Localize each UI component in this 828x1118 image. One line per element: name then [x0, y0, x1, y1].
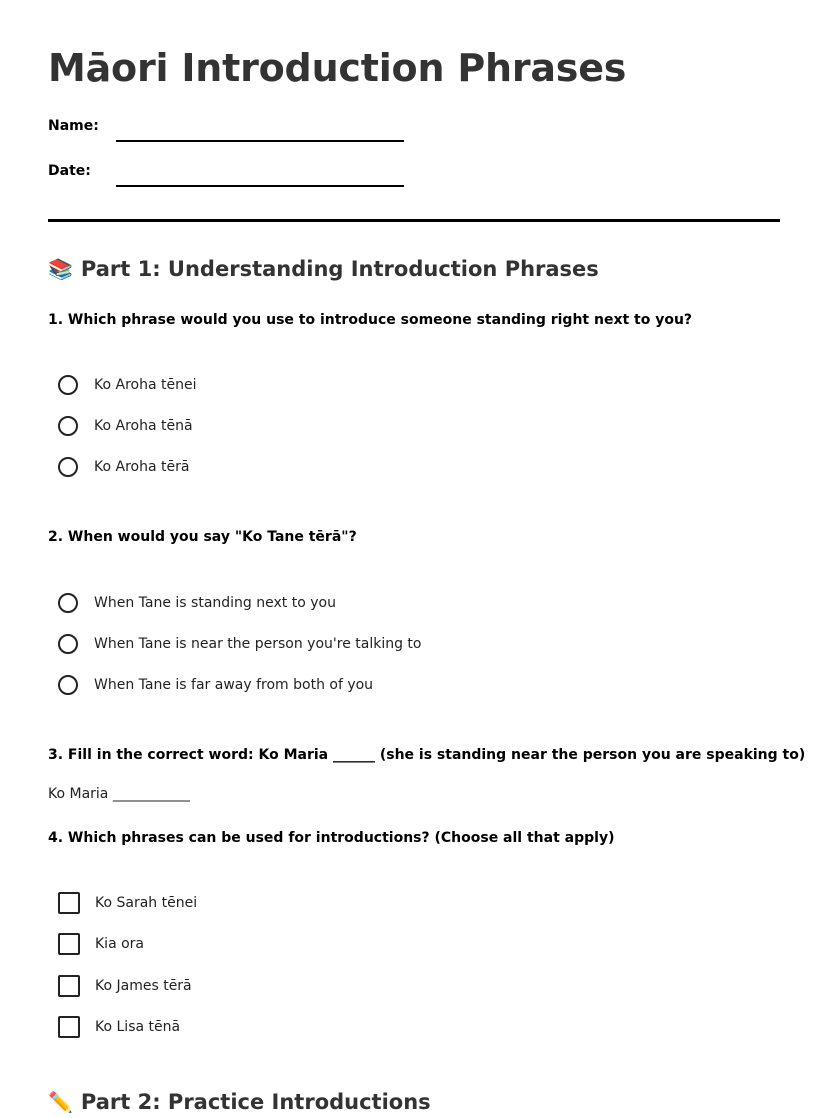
q4-option-1[interactable]	[58, 892, 197, 914]
radio-button[interactable]	[58, 593, 78, 613]
q4-option-3[interactable]	[58, 975, 192, 997]
q1-option-1[interactable]	[58, 375, 196, 395]
checkbox[interactable]	[58, 892, 80, 914]
option-label: Ko Aroha tērā	[94, 459, 190, 475]
option-label: When Tane is near the person you're talking to	[94, 636, 422, 652]
option-label: Ko James tērā	[95, 978, 192, 994]
q4-option-4[interactable]	[58, 1016, 180, 1038]
option-label: Ko Aroha tēnei	[94, 377, 197, 393]
radio-button[interactable]	[58, 416, 78, 436]
date-label: Date:	[48, 163, 91, 179]
question-1: 1. Which phrase would you use to introduce someone standing right next to you?	[48, 312, 693, 328]
part1-heading	[48, 257, 599, 281]
q1-option-3[interactable]	[58, 457, 189, 477]
option-label: When Tane is far away from both of you	[94, 677, 374, 693]
books-icon: 📚	[48, 257, 73, 281]
name-label: Name:	[48, 118, 99, 134]
question-2: 2. When would you say "Ko Tane tērā"?	[48, 529, 357, 545]
q2-option-2[interactable]	[58, 634, 421, 654]
part2-title: Part 2: Practice Introductions	[80, 1090, 431, 1114]
option-label: When Tane is standing next to you	[94, 595, 336, 611]
part2-heading	[48, 1090, 431, 1114]
part1-title: Part 1: Understanding Introduction Phrases	[80, 257, 599, 281]
name-input-line[interactable]	[116, 140, 404, 142]
option-label: Ko Aroha tēnā	[94, 418, 193, 434]
q3-answer-line[interactable]: Ko Maria ___________	[48, 786, 190, 802]
checkbox[interactable]	[58, 975, 80, 997]
checkbox[interactable]	[58, 1016, 80, 1038]
q2-option-3[interactable]	[58, 675, 373, 695]
question-3: 3. Fill in the correct word: Ko Maria ______ (she is standing near the person you are speaking to)	[48, 747, 806, 763]
checkbox[interactable]	[58, 933, 80, 955]
pencil-icon: ✏️	[48, 1090, 73, 1114]
header-divider	[48, 219, 780, 222]
radio-button[interactable]	[58, 675, 78, 695]
q1-option-2[interactable]	[58, 416, 193, 436]
question-4: 4. Which phrases can be used for introductions? (Choose all that apply)	[48, 830, 615, 846]
date-input-line[interactable]	[116, 185, 404, 187]
option-label: Ko Sarah tēnei	[95, 895, 198, 911]
radio-button[interactable]	[58, 634, 78, 654]
page-title: Māori Introduction Phrases	[48, 46, 627, 90]
date-field	[48, 163, 404, 179]
name-field	[48, 118, 404, 134]
q4-option-2[interactable]	[58, 933, 144, 955]
option-label: Kia ora	[95, 936, 144, 952]
q2-option-1[interactable]	[58, 593, 336, 613]
option-label: Ko Lisa tēnā	[95, 1019, 181, 1035]
radio-button[interactable]	[58, 375, 78, 395]
radio-button[interactable]	[58, 457, 78, 477]
